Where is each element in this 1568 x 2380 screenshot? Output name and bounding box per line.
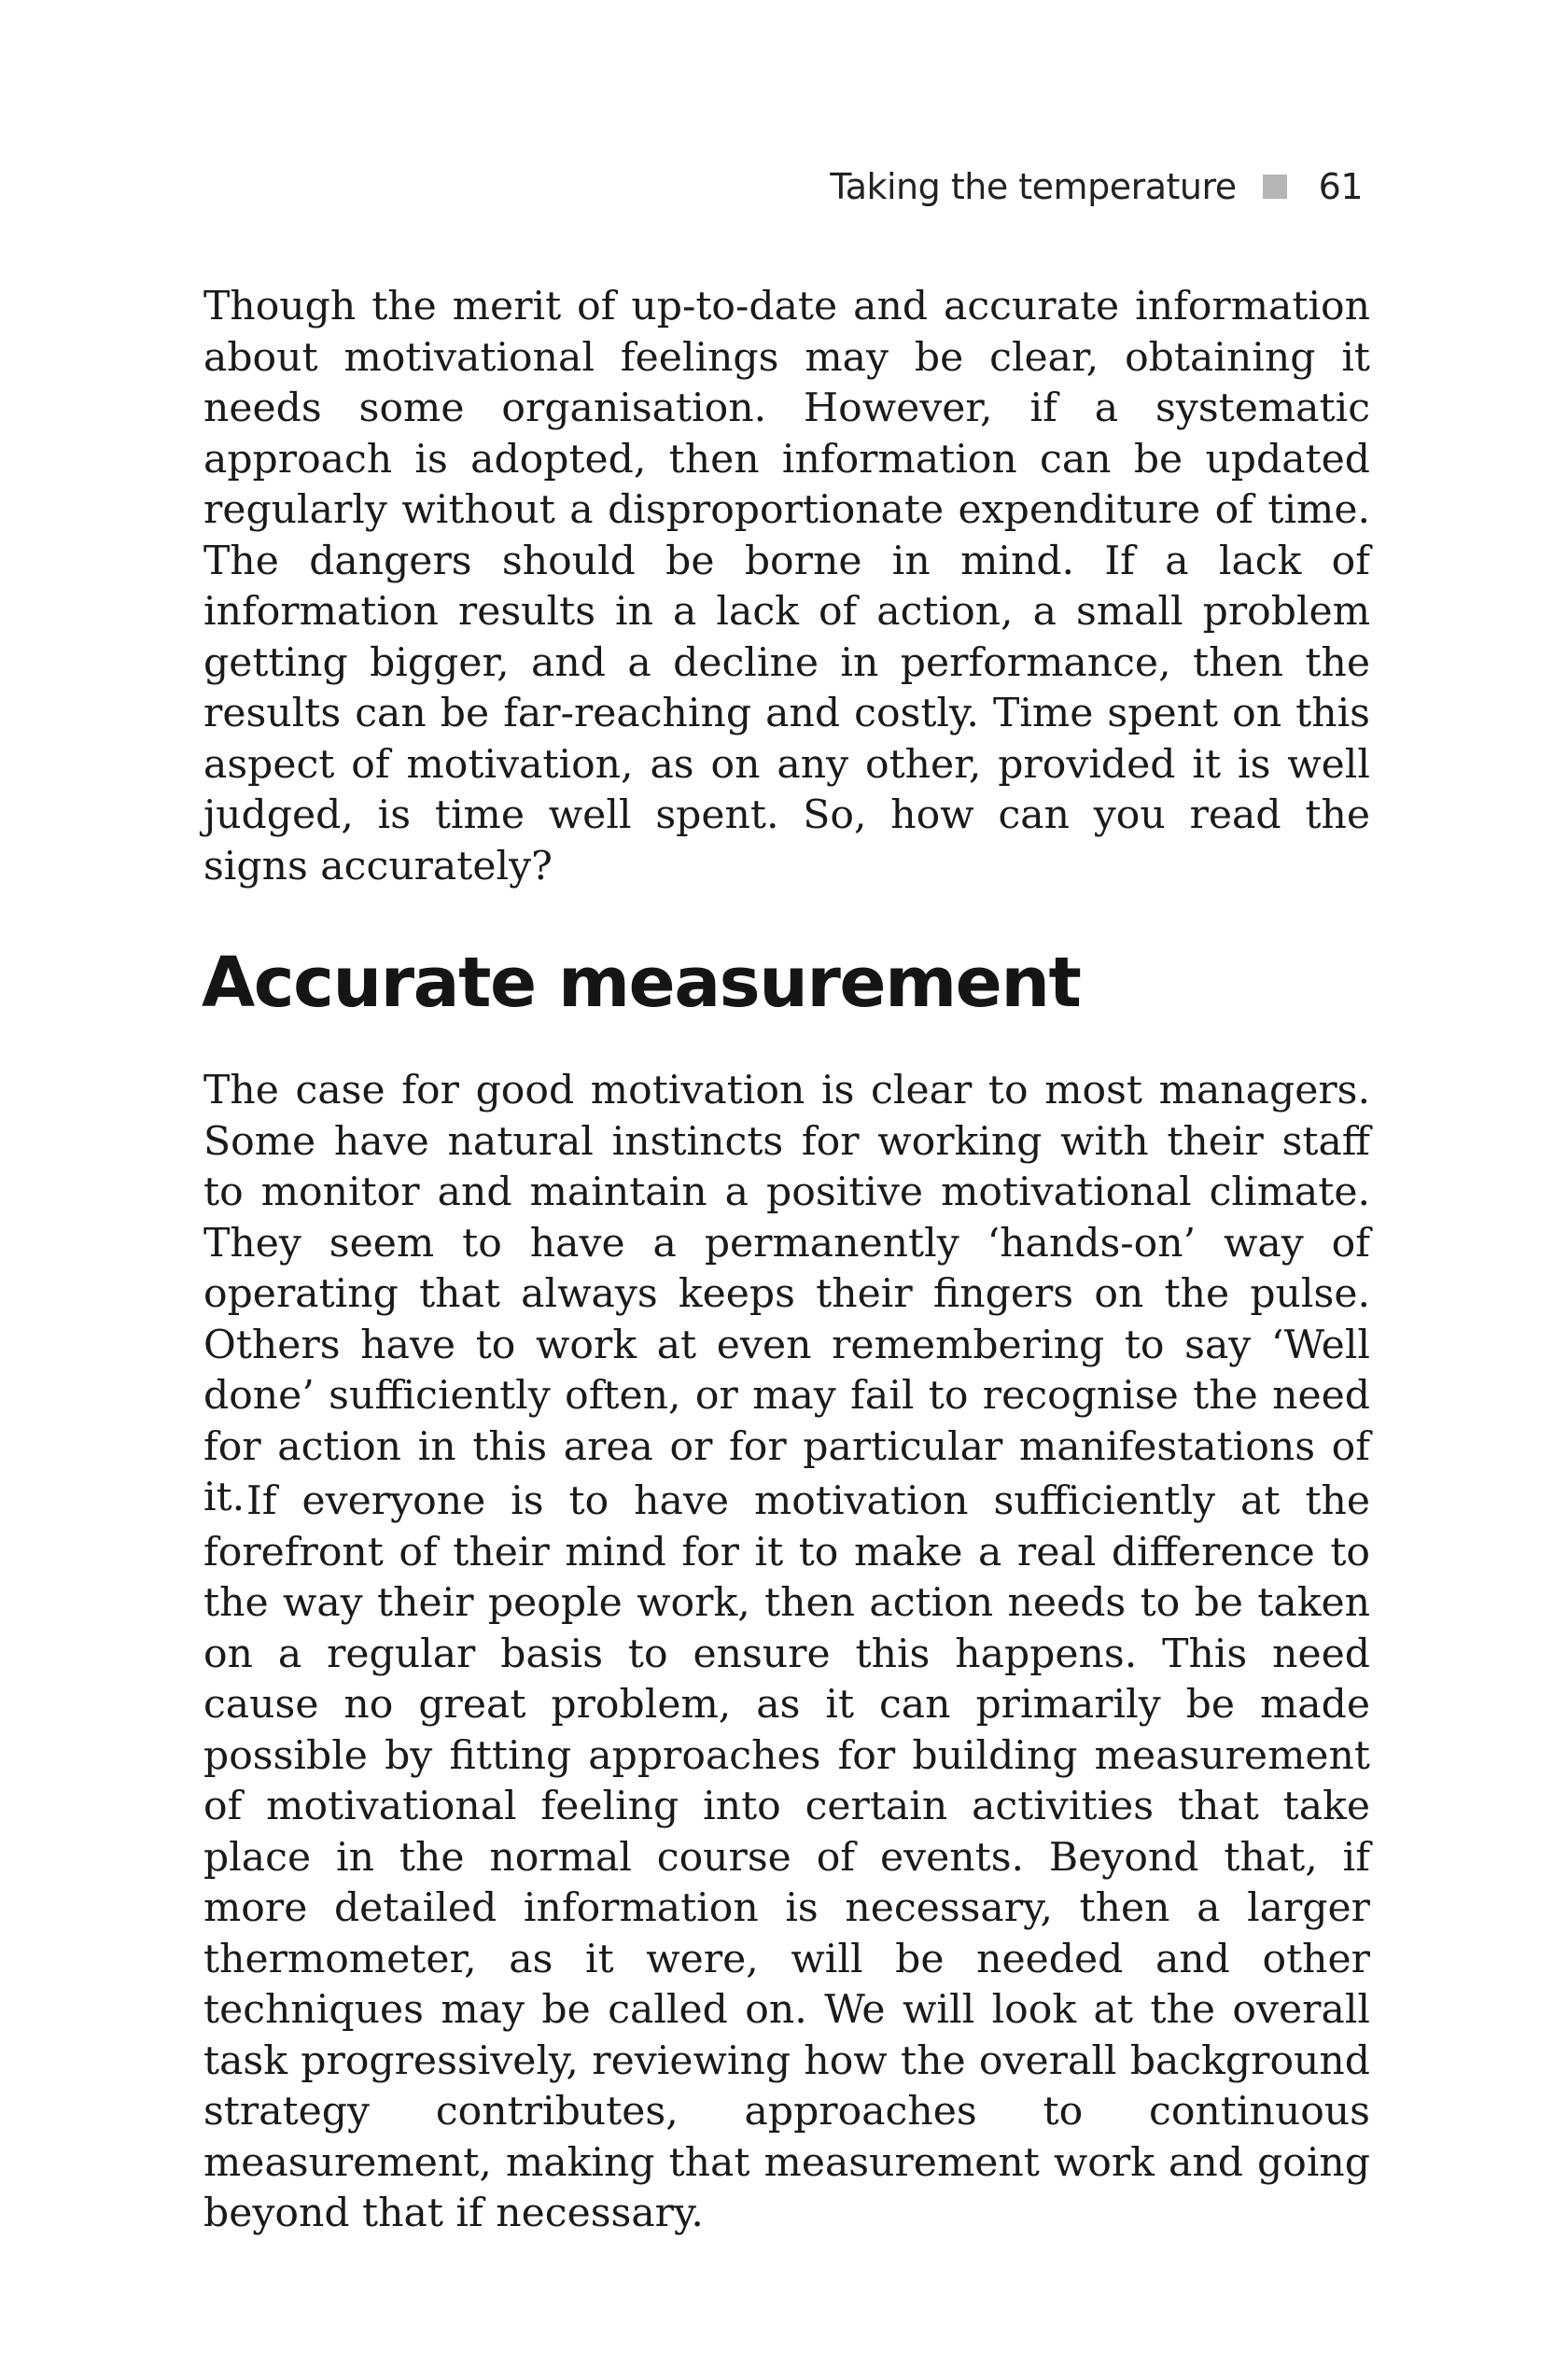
section-paragraph-2: If everyone is to have motivation sufficiently at the forefront of their mind for it to make a real difference to the way their people work, then action needs to be taken on a regular basis to ensure this happens. This need cause no great problem, as it can primarily be made possible by fitting approaches for building measurement of motivational feeling into certain activities that take place in the normal course of events. Beyond that, if more detailed information is necessary, then a larger thermometer, as it were, will be needed and other techniques may be called on. We will look at the overall task progressively, reviewing how the overall background strategy contributes, approaches to continuous measurement, making that measurement work and going beyond that if necessary. — [203, 1478, 1370, 2236]
section-paragraph-1: The case for good motivation is clear to most managers. Some have natural instincts for working with their staff to monitor and maintain a positive motivational climate. They seem to have a permanently ‘hands-on’ way of operating that always keeps their fingers on the pulse. Others have to work at even remembering to say ‘Well done’ sufficiently often, or may fail to recognise the need for action in this area or for particular manifestations of it. — [203, 1068, 1370, 1520]
page-number: 61 — [1318, 166, 1363, 207]
intro-paragraph: Though the merit of up-to-date and accurate information about motivational feelings may be clear, obtaining it needs some organisation. However, if a systematic approach is adopted, then information can be updated regularly without a disproportionate expenditure of time. The dangers should be borne in mind. If a lack of information results in a lack of action, a small problem getting bigger, and a decline in performance, then the results can be far-reaching and costly. Time spent on this aspect of motivation, as on any other, provided it is well judged, is time well spent. So, how can you read the signs accurately? — [203, 284, 1370, 889]
separator-square-icon — [1263, 175, 1287, 199]
running-head-title: Taking the temperature — [830, 166, 1237, 207]
running-head — [830, 166, 1363, 207]
section-heading: Accurate measurement — [202, 943, 1081, 1023]
